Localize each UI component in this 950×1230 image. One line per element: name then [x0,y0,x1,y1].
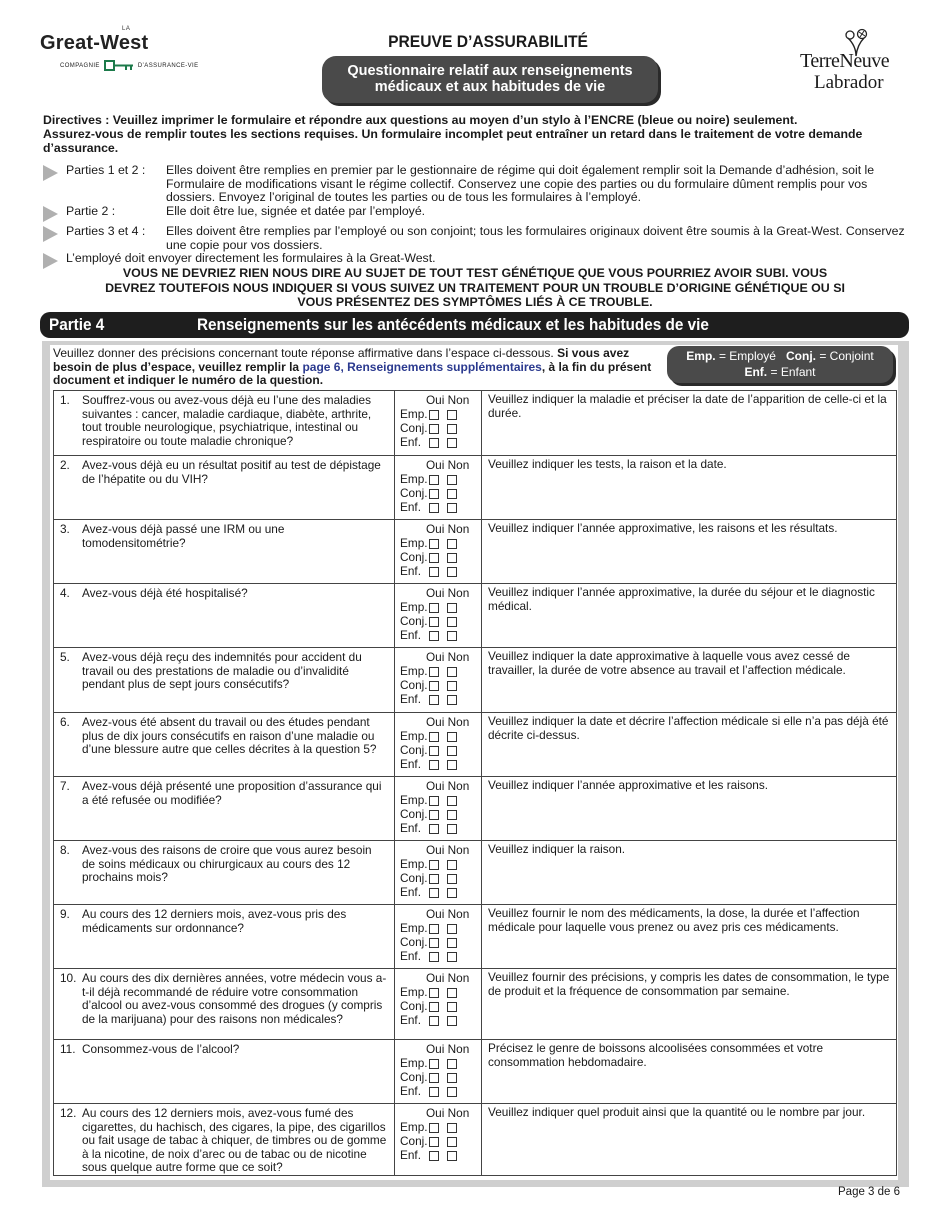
answer-checkboxes [395,456,482,520]
directives-line-1: Directives : Veuillez imprimer le formulaire et répondre aux questions au moyen d’un stylo à l’ENCRE (bleue ou noire) seulement. [43,113,798,127]
emp-label: Emp. [400,792,428,807]
emp-label: Emp. [400,1119,428,1134]
question-row-11 [54,1040,897,1104]
conj-non-checkbox[interactable] [447,1073,457,1083]
enf-label: Enf. [400,948,421,963]
question-number: 12. [60,1106,77,1120]
enf-label: Enf. [400,499,421,514]
question-cell [54,1040,395,1104]
emp-oui-checkbox[interactable] [429,924,439,934]
detail-field[interactable] [482,777,897,841]
emp-label: Emp. [400,663,428,678]
enf-non-checkbox[interactable] [447,695,457,705]
part-text: L’employé doit envoyer directement les formulaires à la Great-West. [66,251,436,265]
question-number: 3. [60,522,70,536]
conj-oui-checkbox[interactable] [429,617,439,627]
conj-label: Conj. [400,549,428,564]
question-row-9 [54,905,897,969]
part-label: Parties 3 et 4 : [66,224,146,238]
emp-oui-checkbox[interactable] [429,603,439,613]
enf-label: Enf. [400,563,421,578]
emp-label: Emp. [400,728,428,743]
part-label: Partie 2 : [66,203,116,218]
answer-checkboxes [395,841,482,905]
parts-instructions [42,164,912,273]
supplementary-page-link[interactable]: page 6, Renseignements supplémentaires [302,359,542,374]
logo-subtitle-right: D’ASSURANCE-VIE [137,63,199,69]
enf-oui-checkbox[interactable] [429,1151,439,1161]
question-text: Avez-vous déjà reçu des indemnités pour accident du travail ou des prestations de maladie ou d’invalidité pendant plus de sept jours consécutifs? [82,650,362,691]
logo-subtitle [60,60,199,72]
instructions-bold-1: Si vous avez besoin de plus d’espace, veuillez remplir la [53,346,630,374]
answer-checkboxes [395,1104,482,1176]
arrow-icon [42,164,66,205]
question-text: Avez-vous été absent du travail ou des études pendant plus de dix jours consécutifs en raison d’une maladie ou d’une blessure autre que celles décrites à la question 5? [82,715,377,756]
enf-label: Enf. [400,1147,421,1162]
conj-label: Conj. [400,1133,428,1148]
arrow-icon [42,225,66,252]
detail-prompt: Veuillez indiquer la date approximative à laquelle vous avez cessé de travailler, la durée de votre absence au travail et l’affection médicale. [488,649,850,677]
oui-non-header: Oui Non [426,650,470,664]
conj-label: Conj. [400,613,428,628]
question-cell [54,520,395,584]
emp-non-checkbox[interactable] [447,732,457,742]
detail-prompt: Veuillez indiquer l’année approximative, les raisons et les résultats. [488,521,838,535]
question-text: Avez-vous des raisons de croire que vous aurez besoin de soins médicaux ou chirurgicaux au cours des 12 prochains mois? [82,843,372,884]
conj-non-checkbox[interactable] [447,1002,457,1012]
detail-prompt: Veuillez indiquer l’année approximative, la durée du séjour et le diagnostic médical. [488,585,875,613]
detail-prompt: Veuillez indiquer l’année approximative et les raisons. [488,778,769,792]
detail-field[interactable] [482,1040,897,1104]
enf-non-checkbox[interactable] [447,952,457,962]
legend [667,346,893,383]
answer-checkboxes [395,520,482,584]
conj-label: Conj. [400,677,428,692]
question-number: 2. [60,458,70,472]
detail-prompt: Veuillez indiquer la maladie et préciser la date de l’apparition de celle-ci et la durée. [488,392,887,420]
emp-non-checkbox[interactable] [447,667,457,677]
part-text: Elles doivent être remplies en premier par le gestionnaire de régime qui doit également remplir soit la Demande d’adhésion, soit le Formulaire de modifications visant le régime collectif. Conservez une copie des parties ou du formulaire dûment remplis pour vos dossiers. Envoyez l’original de toutes les parties ou de tous les formulaires à l’employé. [166,163,875,204]
enf-non-checkbox[interactable] [447,631,457,641]
answer-checkboxes [395,969,482,1040]
question-number: 11. [60,1042,76,1056]
directives-line-2: Assurez-vous de remplir toutes les sections requises. Un formulaire incomplet peut entraîner un retard dans le traitement de votre demande d’assurance. [43,127,863,155]
question-text: Avez-vous déjà passé une IRM ou une tomodensitométrie? [82,522,285,550]
section-title: Renseignements sur les antécédents médicaux et les habitudes de vie [197,315,709,334]
question-cell [54,456,395,520]
question-row-3 [54,520,897,584]
part-text: Elle doit être lue, signée et datée par l’employé. [166,203,426,218]
directives [43,113,913,155]
subtitle-banner [322,56,658,103]
conj-non-checkbox[interactable] [447,746,457,756]
detail-field[interactable] [482,713,897,777]
detail-prompt: Veuillez indiquer quel produit ainsi que la quantité ou le nombre par jour. [488,1105,866,1119]
enf-non-checkbox[interactable] [447,824,457,834]
detail-field[interactable] [482,841,897,905]
part-text: Elles doivent être remplies par l’employé ou son conjoint; tous les formulaires originaux doivent être soumis à la Great-West. Conservez une copie pour vos dossiers. [166,224,905,252]
question-row-7 [54,777,897,841]
conj-oui-checkbox[interactable] [429,874,439,884]
detail-field[interactable] [482,1104,897,1176]
conj-label: Conj. [400,998,428,1013]
enf-label: Enf. [400,884,421,899]
question-cell [54,713,395,777]
key-icon [104,60,134,72]
question-number: 1. [60,393,70,407]
question-number: 10. [60,971,77,985]
question-text: Avez-vous déjà présenté une proposition d’assurance qui a été refusée ou modifiée? [82,779,382,807]
genetic-test-warning: VOUS NE DEVRIEZ RIEN NOUS DIRE AU SUJET DE TOUT TEST GÉNÉTIQUE QUE VOUS POURRIEZ AVOIR SUBI. VOUS DEVREZ TOUTEFOIS NOUS INDIQUER SI VOUS SUIVEZ UN TRAITEMENT POUR UN TROUBLE D’ORIGINE GÉNÉTIQUE OU SI VOUS PRÉSENTEZ DES SYMPTÔMES LIÉS À CE TROUBLE. [105,266,845,309]
enf-non-checkbox[interactable] [447,1016,457,1026]
question-row-4 [54,584,897,648]
conj-oui-checkbox[interactable] [429,1002,439,1012]
answer-checkboxes [395,584,482,648]
logo-name: Great-West [40,32,149,54]
emp-non-checkbox[interactable] [447,475,457,485]
conj-non-checkbox[interactable] [447,1137,457,1147]
oui-non-header: Oui Non [426,971,470,985]
enf-oui-checkbox[interactable] [429,503,439,513]
legend-conj-val: = Conjoint [819,349,874,363]
emp-label: Emp. [400,535,428,550]
detail-field[interactable] [482,584,897,648]
question-row-6 [54,713,897,777]
detail-prompt: Veuillez fournir des précisions, y compris les dates de consommation, le type de produit et la fréquence de consommation par semaine. [488,970,890,998]
question-text: Avez-vous déjà eu un résultat positif au test de dépistage de l’hépatite ou du VIH? [82,458,381,486]
arrow-icon [42,205,66,226]
question-number: 8. [60,843,70,857]
conj-non-checkbox[interactable] [447,938,457,948]
logo-line-1: TerreNeuve [800,50,890,72]
questions-table [53,390,897,1176]
question-cell [54,391,395,456]
enf-oui-checkbox[interactable] [429,631,439,641]
detail-field[interactable] [482,456,897,520]
oui-non-header: Oui Non [426,779,470,793]
emp-oui-checkbox[interactable] [429,1123,439,1133]
question-text: Au cours des 12 derniers mois, avez-vous pris des médicaments sur ordonnance? [82,907,347,935]
detail-prompt: Veuillez indiquer la raison. [488,842,626,856]
emp-label: Emp. [400,920,428,935]
enf-oui-checkbox[interactable] [429,567,439,577]
oui-non-header: Oui Non [426,522,470,536]
enf-non-checkbox[interactable] [447,760,457,770]
part-row [42,225,912,252]
legend-emp-key: Emp. [686,349,716,363]
emp-non-checkbox[interactable] [447,988,457,998]
question-cell [54,1104,395,1176]
question-cell [54,841,395,905]
conj-oui-checkbox[interactable] [429,553,439,563]
emp-oui-checkbox[interactable] [429,667,439,677]
legend-enf-key: Enf. [744,364,768,379]
oui-non-header: Oui Non [426,715,470,729]
conj-non-checkbox[interactable] [447,681,457,691]
emp-label: Emp. [400,406,428,421]
question-cell [54,969,395,1040]
panel-instructions [53,347,663,388]
conj-non-checkbox[interactable] [447,810,457,820]
oui-non-header: Oui Non [426,1106,470,1120]
arrow-icon [42,252,66,273]
question-text: Consommez-vous de l’alcool? [82,1042,240,1056]
detail-prompt: Veuillez indiquer les tests, la raison et la date. [488,457,727,471]
emp-oui-checkbox[interactable] [429,410,439,420]
enf-oui-checkbox[interactable] [429,438,439,448]
answer-checkboxes [395,1040,482,1104]
subtitle-line-1: Questionnaire relatif aux renseignements [347,63,633,79]
conj-non-checkbox[interactable] [447,617,457,627]
oui-non-header: Oui Non [426,458,470,472]
conj-label: Conj. [400,485,428,500]
logo-line-2: Labrador [814,72,884,93]
conj-non-checkbox[interactable] [447,553,457,563]
section-number: Partie 4 [49,315,105,334]
conj-label: Conj. [400,806,428,821]
instructions-bold-2: , à la fin du présent document et indiquer le numéro de la question. [53,359,652,387]
conj-non-checkbox[interactable] [447,874,457,884]
detail-prompt: Veuillez fournir le nom des médicaments, la dose, la durée et l’affection médicale pour laquelle vous prenez ou avez pris ces médicaments. [488,906,860,934]
enf-oui-checkbox[interactable] [429,760,439,770]
answer-checkboxes [395,648,482,713]
emp-non-checkbox[interactable] [447,1123,457,1133]
conj-non-checkbox[interactable] [447,424,457,434]
conj-non-checkbox[interactable] [447,489,457,499]
part-row [42,205,912,226]
logo-la-text: LA [122,26,131,32]
question-number: 6. [60,715,70,729]
enf-non-checkbox[interactable] [447,438,457,448]
detail-field[interactable] [482,648,897,713]
enf-non-checkbox[interactable] [447,503,457,513]
emp-label: Emp. [400,1055,428,1070]
detail-field[interactable] [482,969,897,1040]
detail-field[interactable] [482,520,897,584]
page-number: Page 3 de 6 [838,1186,901,1198]
enf-non-checkbox[interactable] [447,1087,457,1097]
newfoundland-labrador-logo [798,28,916,98]
question-number: 9. [60,907,70,921]
conj-oui-checkbox[interactable] [429,810,439,820]
question-cell [54,777,395,841]
question-number: 5. [60,650,70,664]
detail-prompt: Précisez le genre de boissons alcoolisées consommées et votre consommation hebdomadaire. [488,1041,824,1069]
enf-label: Enf. [400,820,421,835]
question-text: Avez-vous déjà été hospitalisé? [82,586,248,600]
enf-oui-checkbox[interactable] [429,952,439,962]
part-row [42,164,912,205]
oui-non-header: Oui Non [426,586,470,600]
question-cell [54,905,395,969]
emp-non-checkbox[interactable] [447,539,457,549]
question-text: Souffrez-vous ou avez-vous déjà eu l’une des maladies suivantes : cancer, maladie cardiaque, diabète, arthrite, tout trouble neurologique, psychiatrique, intestinal ou respiratoire ou toute maladie chronique? [82,393,372,448]
emp-non-checkbox[interactable] [447,924,457,934]
question-row-8 [54,841,897,905]
enf-oui-checkbox[interactable] [429,1016,439,1026]
emp-non-checkbox[interactable] [447,603,457,613]
answer-checkboxes [395,391,482,456]
enf-label: Enf. [400,1012,421,1027]
emp-label: Emp. [400,856,428,871]
enf-oui-checkbox[interactable] [429,695,439,705]
question-text: Au cours des dix dernières années, votre médecin vous a-t-il déjà recommandé de réduire votre consommation d’alcool ou avez-vous consommé des drogues (y compris de la marijuana) pour des raisons non médicales? [82,971,387,1026]
enf-label: Enf. [400,627,421,642]
detail-field[interactable] [482,391,897,456]
subtitle-line-2: médicaux et aux habitudes de vie [374,79,606,95]
emp-label: Emp. [400,984,428,999]
enf-non-checkbox[interactable] [447,567,457,577]
question-cell [54,648,395,713]
emp-oui-checkbox[interactable] [429,475,439,485]
emp-non-checkbox[interactable] [447,796,457,806]
answer-checkboxes [395,905,482,969]
emp-non-checkbox[interactable] [447,410,457,420]
conj-label: Conj. [400,934,428,949]
conj-oui-checkbox[interactable] [429,746,439,756]
question-row-10 [54,969,897,1040]
emp-label: Emp. [400,599,428,614]
emp-oui-checkbox[interactable] [429,796,439,806]
conj-oui-checkbox[interactable] [429,938,439,948]
enf-label: Enf. [400,434,421,449]
question-row-2 [54,456,897,520]
enf-label: Enf. [400,1083,421,1098]
section-header [40,312,909,338]
conj-oui-checkbox[interactable] [429,489,439,499]
enf-oui-checkbox[interactable] [429,888,439,898]
conj-label: Conj. [400,870,428,885]
part-label: Parties 1 et 2 : [66,163,146,177]
question-row-5 [54,648,897,713]
conj-label: Conj. [400,742,428,757]
question-number: 4. [60,586,70,600]
enf-oui-checkbox[interactable] [429,1087,439,1097]
oui-non-header: Oui Non [426,393,470,407]
legend-emp-val: = Employé [718,349,776,363]
emp-non-checkbox[interactable] [447,1059,457,1069]
conj-oui-checkbox[interactable] [429,681,439,691]
emp-non-checkbox[interactable] [447,860,457,870]
conj-label: Conj. [400,420,428,435]
conj-oui-checkbox[interactable] [429,424,439,434]
question-row-12 [54,1104,897,1176]
oui-non-header: Oui Non [426,843,470,857]
enf-oui-checkbox[interactable] [429,824,439,834]
legend-conj-key: Conj. [786,349,816,363]
legend-enf-val: = Enfant [770,364,816,379]
enf-label: Enf. [400,756,421,771]
enf-label: Enf. [400,691,421,706]
emp-oui-checkbox[interactable] [429,732,439,742]
emp-oui-checkbox[interactable] [429,860,439,870]
emp-oui-checkbox[interactable] [429,1059,439,1069]
emp-oui-checkbox[interactable] [429,539,439,549]
logo-subtitle-left: COMPAGNIE [60,63,100,69]
conj-oui-checkbox[interactable] [429,1073,439,1083]
instructions-plain: Veuillez donner des précisions concernant toute réponse affirmative dans l’espace ci-dessous. [53,346,554,360]
emp-oui-checkbox[interactable] [429,988,439,998]
enf-non-checkbox[interactable] [447,888,457,898]
conj-label: Conj. [400,1069,428,1084]
oui-non-header: Oui Non [426,1042,470,1056]
conj-oui-checkbox[interactable] [429,1137,439,1147]
emp-label: Emp. [400,471,428,486]
question-row-1 [54,391,897,456]
answer-checkboxes [395,713,482,777]
question-cell [54,584,395,648]
detail-prompt: Veuillez indiquer la date et décrire l’affection médicale si elle n’a pas déjà été décrite ci-dessus. [488,714,889,742]
document-title: PREUVE D’ASSURABILITÉ [388,32,588,51]
enf-non-checkbox[interactable] [447,1151,457,1161]
answer-checkboxes [395,777,482,841]
question-number: 7. [60,779,70,793]
oui-non-header: Oui Non [426,907,470,921]
question-text: Au cours des 12 derniers mois, avez-vous fumé des cigarettes, du hachisch, des cigares, la pipe, des cigarillos ou fait usage de tabac à chiquer, de timbres ou de gomme à la nicotine, de noix d’arec ou de tabac ou de nicotine sous quelque autre forme que ce soit? [82,1106,387,1174]
detail-field[interactable] [482,905,897,969]
